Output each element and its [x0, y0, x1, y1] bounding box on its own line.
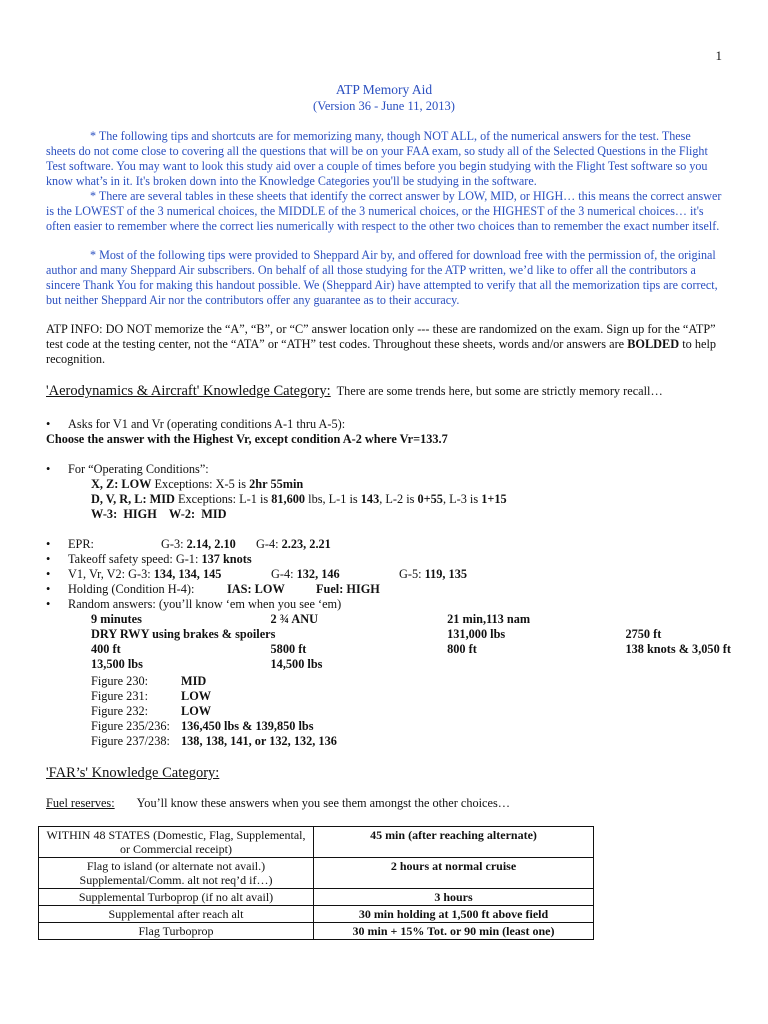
random-cell: 21 min,113 nam [447, 612, 531, 626]
v1vr-answer-row [46, 432, 726, 447]
oc-dvrl-v2: 143 [360, 492, 380, 506]
vspeeds-g5-wrap [399, 567, 467, 582]
v-speeds-bullet [46, 567, 726, 582]
vspeeds-g4-label: G-4: [271, 567, 297, 581]
takeoff-speed-bullet [46, 552, 726, 567]
table-row [91, 719, 345, 734]
epr-g4 [256, 537, 331, 552]
vspeeds-g3: 134, 134, 145 [153, 567, 222, 581]
figures-table [91, 674, 345, 749]
fuel-cell-condition: WITHIN 48 STATES (Domestic, Flag, Supplemental, or Commercial receipt) [39, 827, 314, 858]
fuel-reserves-heading [46, 796, 510, 811]
epr-bullet [46, 537, 726, 552]
epr-g4-label: G-4: [256, 537, 282, 551]
random-cell: 400 ft [91, 642, 121, 656]
fuel-reserves-note: You’ll know these answers when you see them amongst the other choices… [136, 796, 511, 810]
bullet-icon: • [46, 417, 51, 431]
fuel-cell-answer: 30 min holding at 1,500 ft above field [314, 906, 594, 923]
figure-answer: 136,450 lbs & 139,850 lbs [181, 719, 314, 733]
table-row [91, 734, 345, 749]
fuel-cell-answer: 45 min (after reaching alternate) [314, 827, 594, 858]
intro-paragraph-2: * There are several tables in these sheets that identify the correct answer by LOW, MID, or HIGH… this means the correct answer is the LOWEST of the 3 numerical choices, the MIDDLE of the 3 numerical choices, or the HIGHEST of the 3 numerical choices… it's often easier to remember where the correct lies numerically with respect to the other two choices than to remember the exact number itself. [46, 189, 722, 233]
figure-answer: 138, 138, 141, or 132, 132, 136 [181, 734, 337, 748]
atp-info [46, 322, 722, 367]
random-cell: 14,500 lbs [270, 657, 323, 671]
bullet-icon: • [46, 597, 51, 611]
figure-label: Figure 230: [91, 674, 149, 688]
far-category-heading [46, 766, 219, 781]
fuel-reserves-table [38, 826, 594, 940]
random-cell: 2750 ft [625, 627, 662, 641]
far-heading-text: 'FAR’s' Knowledge Category: [46, 765, 220, 781]
page-number: 1 [715, 48, 722, 63]
figure-answer: MID [181, 674, 207, 688]
table-row [91, 627, 731, 642]
atp-info-text: ATP INFO: DO NOT memorize the “A”, “B”, or “C” answer location only --- these are randomized on the exam. Sign up for the “ATP” test code at the testing center, not the “ATA” or “ATH” test codes. Throughout these sheets, words and/or answers are [46, 322, 716, 351]
random-cell: 9 minutes [91, 612, 142, 626]
version-subtitle: (Version 36 - June 11, 2013) [313, 99, 455, 113]
aero-heading-note: There are some trends here, but some are strictly memory recall… [336, 384, 663, 398]
random-cell: 800 ft [447, 642, 477, 656]
table-row [39, 827, 594, 858]
page-title: ATP Memory Aid [335, 82, 433, 97]
random-cell: DRY RWY using brakes & spoilers [91, 627, 276, 641]
aero-category-heading [46, 384, 663, 399]
random-label: Random answers: (you’ll know ‘em when you see ‘em) [68, 597, 342, 611]
random-answers-table [91, 612, 731, 672]
oc-dvrl-t2: lbs, L-1 is [305, 492, 361, 506]
fuel-cell-condition: Flag to island (or alternate not avail.) Supplemental/Comm. alt not req’d if…) [39, 858, 314, 889]
table-row [39, 923, 594, 940]
oc-dvrl-t3: , L-2 is [379, 492, 418, 506]
figure-label: Figure 231: [91, 689, 149, 703]
table-row [91, 642, 731, 657]
bullet-icon: • [46, 552, 51, 566]
oc-xz-val: 2hr 55min [249, 477, 304, 491]
table-row [39, 858, 594, 889]
vspeeds-label: V1, Vr, V2: G-3: [68, 567, 154, 581]
vspeeds-g5-label: G-5: [399, 567, 425, 581]
oc-xz: X, Z: LOW [91, 477, 152, 491]
oc-w: W-3: HIGH W-2: MID [91, 507, 227, 521]
oc-xz-exc: Exceptions: X-5 is [151, 477, 250, 491]
fuel-cell-answer: 2 hours at normal cruise [314, 858, 594, 889]
bullet-icon: • [46, 537, 51, 551]
table-row [39, 906, 594, 923]
figure-label: Figure 232: [91, 704, 149, 718]
random-cell: 138 knots & 3,050 ft [625, 642, 731, 656]
bullet-icon: • [46, 462, 51, 476]
atp-info-tail: to help recognition. [46, 337, 717, 366]
random-cell: 5800 ft [270, 642, 307, 656]
bullet-icon: • [46, 567, 51, 581]
figure-label: Figure 237/238: [91, 734, 170, 748]
epr-g3 [161, 537, 236, 552]
epr-g3-label: G-3: [161, 537, 187, 551]
fuel-cell-condition: Supplemental after reach alt [39, 906, 314, 923]
holding-fuel: Fuel: HIGH [316, 582, 380, 596]
oc-dvrl-v1: 81,600 [271, 492, 306, 506]
oc-row-2 [91, 492, 768, 507]
intro-paragraph-3: * Most of the following tips were provided to Sheppard Air by, and offered for download free with the permission of, the original author and many Sheppard Air subscribers. On behalf of all those studying for the ATP written, we’d like to offer all the contributors a sincere Thank You for making this handout possible. We (Sheppard Air) have attempted to verify that all the memorization tips are correct, but neither Sheppard Air nor the contributors offer any guarantee as to their accuracy. [46, 248, 718, 307]
aero-heading-text: 'Aerodynamics & Aircraft' Knowledge Category: [46, 383, 331, 399]
epr-g3-value: 2.14, 2.10 [186, 537, 236, 551]
vspeeds-g4: 132, 146 [296, 567, 340, 581]
oc-dvrl-v4: 1+15 [481, 492, 507, 506]
v1vr-question: Asks for V1 and Vr (operating conditions A-1 thru A-5): [68, 417, 346, 431]
holding-label: Holding (Condition H-4): [68, 582, 195, 596]
table-row [91, 612, 731, 627]
fuel-cell-answer: 30 min + 15% Tot. or 90 min (least one) [314, 923, 594, 940]
vspeeds-g5: 119, 135 [424, 567, 467, 581]
random-cell: 13,500 lbs [91, 657, 143, 671]
fuel-cell-answer: 3 hours [314, 889, 594, 906]
operating-conditions-bullet [46, 462, 726, 477]
figure-label: Figure 235/236: [91, 719, 170, 733]
random-cell: 2 ¾ ANU [270, 612, 319, 626]
epr-label: EPR: [68, 537, 94, 551]
table-row [39, 889, 594, 906]
epr-g4-value: 2.23, 2.21 [281, 537, 331, 551]
tss-label: Takeoff safety speed: G-1: [68, 552, 202, 566]
atp-info-bold: BOLDED [627, 337, 680, 351]
oc-row-3 [91, 507, 768, 522]
oc-dvrl: D, V, R, L: MID [91, 492, 175, 506]
holding-ias: IAS: LOW [227, 582, 285, 596]
figure-answer: LOW [181, 704, 212, 718]
oc-dvrl-v3: 0+55 [417, 492, 443, 506]
oc-dvrl-t1: Exceptions: L-1 is [174, 492, 272, 506]
intro-paragraph-1: * The following tips and shortcuts are for memorizing many, though NOT ALL, of the numerical answers for the test. These sheets do not come close to covering all the questions that will be on your FAA exam, so study all of the Selected Questions in the Flight Test software. You may want to look this study aid over a couple of times before you begin studying with the Flight Test software so you know what’s in it. It's broken down into the Knowledge Categories you'll be studying in the software. [46, 129, 708, 188]
oc-row-1 [91, 477, 768, 492]
random-bullet [46, 597, 726, 612]
random-cell: 131,000 lbs [447, 627, 506, 641]
oc-dvrl-t4: , L-3 is [442, 492, 482, 506]
fuel-reserves-label: Fuel reserves: [46, 796, 115, 810]
v1vr-answer: Choose the answer with the Highest Vr, except condition A-2 where Vr=133.7 [46, 432, 448, 446]
table-row [91, 674, 345, 689]
tss-value: 137 knots [201, 552, 252, 566]
table-row [91, 704, 345, 719]
fuel-cell-condition: Flag Turboprop [39, 923, 314, 940]
table-row [91, 657, 731, 672]
oc-label: For “Operating Conditions”: [68, 462, 209, 476]
fuel-cell-condition: Supplemental Turboprop (if no alt avail) [39, 889, 314, 906]
vspeeds-g4-wrap [271, 567, 340, 582]
table-row [91, 689, 345, 704]
bullet-icon: • [46, 582, 51, 596]
v1vr-bullet [46, 417, 726, 432]
holding-bullet [46, 582, 726, 597]
figure-answer: LOW [181, 689, 212, 703]
